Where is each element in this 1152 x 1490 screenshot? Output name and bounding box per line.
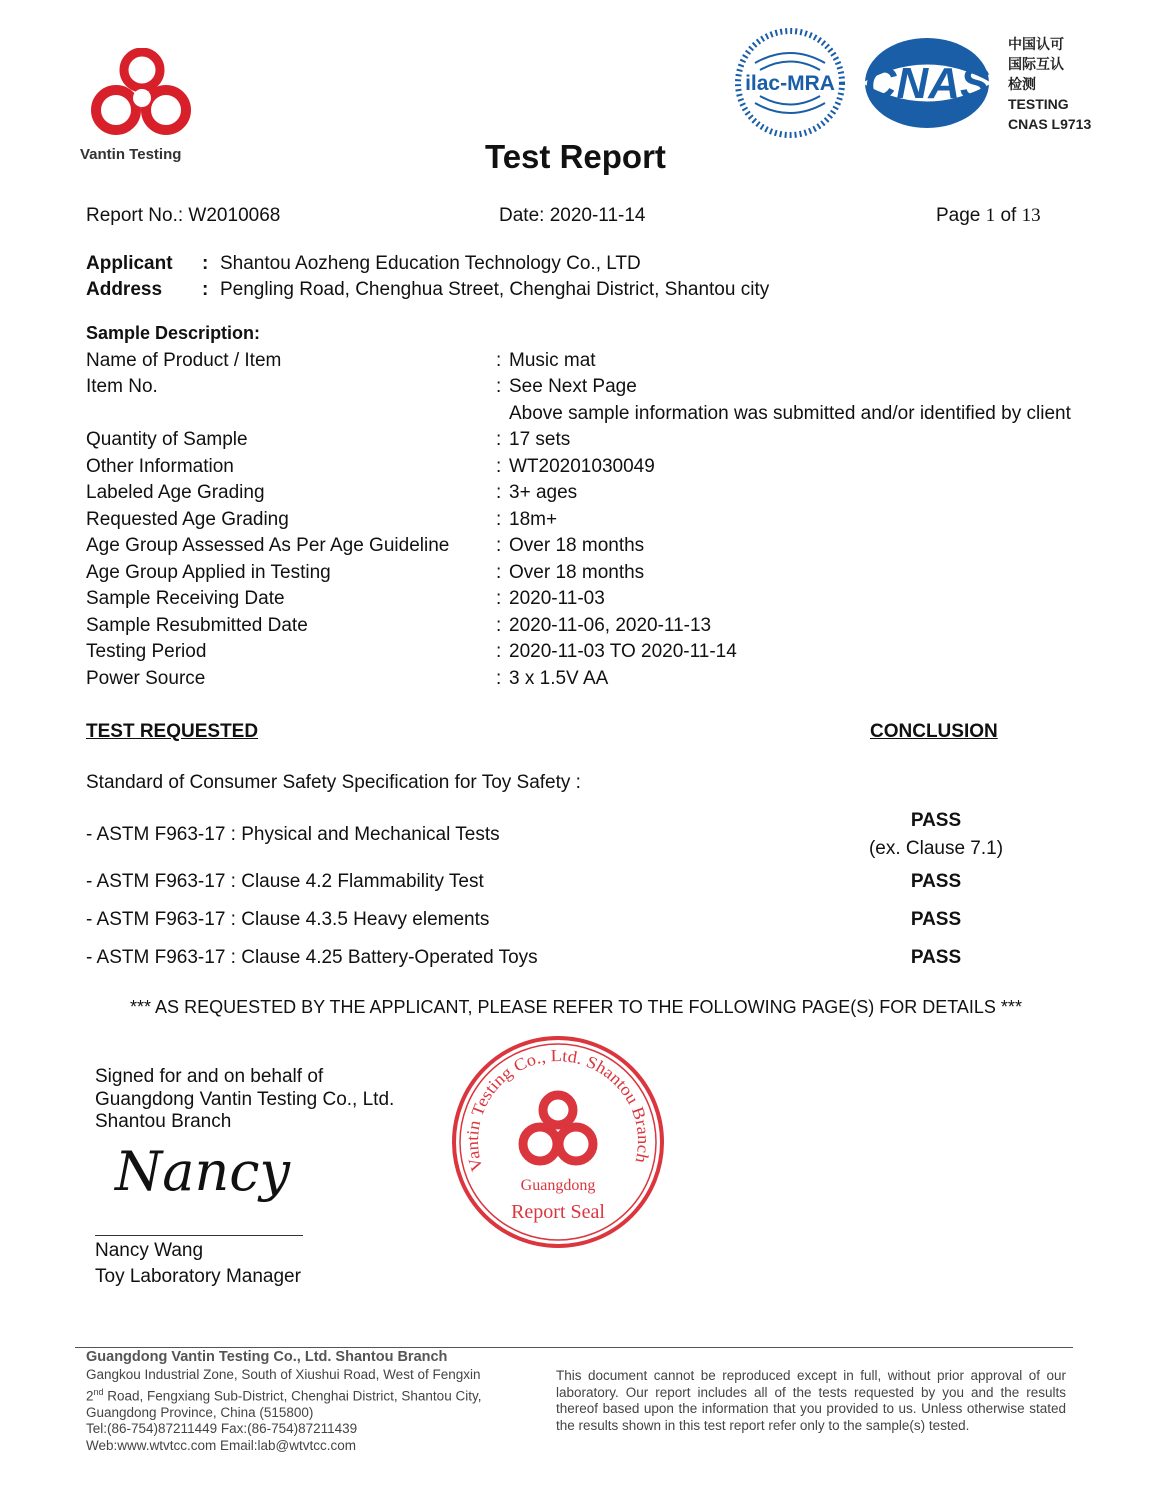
report-number: Report No.: W2010068 (86, 205, 281, 226)
test-item: - ASTM F963-17 : Clause 4.25 Battery-Operated Toys (86, 947, 538, 968)
cnas-line: 检测 (1008, 76, 1036, 92)
footer-contact-line: Tel:(86-754)87211449 Fax:(86-754)87211439 (86, 1421, 358, 1436)
sample-row-label: Sample Resubmitted Date (86, 615, 308, 636)
colon: : (496, 376, 502, 397)
sample-row-value: Music mat (509, 350, 596, 371)
ilac-mra-logo (735, 28, 845, 143)
sample-row-label: Age Group Assessed As Per Age Guideline (86, 535, 450, 556)
sample-row-value: 2020-11-03 (509, 588, 605, 609)
footer-address-line: Gangkou Industrial Zone, South of Xiushui Road, West of Fengxin (86, 1367, 481, 1382)
ilac-logo-icon (735, 28, 845, 138)
applicant-value: Shantou Aozheng Education Technology Co., LTD (220, 253, 641, 274)
logo-text: Vantin Testing (80, 146, 182, 163)
test-item: - ASTM F963-17 : Physical and Mechanical Tests (86, 824, 500, 845)
sample-row-value: See Next Page (509, 376, 637, 397)
colon: : (496, 641, 502, 662)
seal-top-text: Vantin Testing Co., Ltd. Shantou Branch (462, 1046, 654, 1174)
test-item: - ASTM F963-17 : Clause 4.2 Flammability Test (86, 871, 484, 892)
sample-row-label: Labeled Age Grading (86, 482, 265, 503)
footer-address-line: Guangdong Province, China (515800) (86, 1404, 314, 1420)
seal-left-text: Guangdong (520, 1177, 596, 1194)
colon: : (496, 350, 502, 371)
sample-row-label: Requested Age Grading (86, 509, 289, 530)
signature-line (95, 1235, 303, 1236)
footer-address (86, 1367, 481, 1454)
cnas-logo-icon (862, 36, 992, 131)
footer-company: Guangdong Vantin Testing Co., Ltd. Shantou Branch (86, 1349, 448, 1365)
seal-icon (450, 1034, 666, 1250)
test-result: PASS (910, 909, 962, 930)
page-title: Test Report (485, 138, 666, 175)
test-result: PASS (910, 947, 962, 968)
cnas-line: TESTING (1008, 96, 1069, 112)
cnas-line: 中国认可 (1008, 36, 1064, 52)
vantin-logo (80, 48, 205, 163)
colon: : (496, 588, 502, 609)
sample-row-value: 17 sets (509, 429, 571, 450)
sample-description-heading: Sample Description: (86, 323, 261, 343)
colon: : (496, 509, 502, 530)
colon: : (496, 429, 502, 450)
colon: : (496, 456, 502, 477)
address-label: Address (86, 279, 163, 300)
page-label: Page (936, 205, 981, 226)
seal-bottom-text: Report Seal (511, 1201, 605, 1223)
vantin-logo-icon (80, 48, 205, 148)
sample-row-value: Over 18 months (509, 562, 645, 583)
sample-row-value: Above sample information was submitted and/or identified by client (509, 403, 1071, 424)
sample-row-label: Other Information (86, 456, 234, 477)
conclusion-heading: CONCLUSION (870, 721, 998, 742)
colon: : (496, 615, 502, 636)
page-number (936, 205, 1041, 227)
test-item: - ASTM F963-17 : Clause 4.3.5 Heavy elements (86, 909, 490, 930)
sample-row-value: 3 x 1.5V AA (509, 668, 609, 689)
page-total: 13 (1021, 205, 1041, 226)
colon: : (496, 535, 502, 556)
cnas-line: CNAS L9713 (1008, 116, 1092, 132)
sample-row-label: Sample Receiving Date (86, 588, 285, 609)
sample-row-value: 3+ ages (509, 482, 578, 503)
report-date: Date: 2020-11-14 (499, 205, 646, 226)
colon: : (496, 668, 502, 689)
sample-row-label: Testing Period (86, 641, 207, 662)
colon: : (202, 253, 209, 274)
signed-line: Guangdong Vantin Testing Co., Ltd. (95, 1088, 395, 1110)
page-of: of (1000, 205, 1017, 226)
colon: : (496, 562, 502, 583)
test-result: PASS (910, 871, 962, 892)
report-seal (450, 1034, 666, 1255)
sample-row-value: 18m+ (509, 509, 558, 530)
footer-address-line: 2nd Road, Fengxiang Sub-District, Chenghai District, Shantou City, (86, 1386, 482, 1403)
sample-row-label: Name of Product / Item (86, 350, 282, 371)
standard-text: Standard of Consumer Safety Specification for Toy Safety : (86, 772, 581, 793)
sample-row-value: 2020-11-03 TO 2020-11-14 (509, 641, 737, 662)
sample-row-label: Power Source (86, 668, 206, 689)
applicant-label: Applicant (86, 253, 173, 274)
signer-role: Toy Laboratory Manager (95, 1266, 301, 1287)
signed-line: Shantou Branch (95, 1111, 232, 1132)
colon: : (202, 279, 209, 300)
footer-web-line: Web:www.wtvtcc.com Email:lab@wtvtcc.com (86, 1437, 357, 1453)
handwritten-signature: Nancy (115, 1140, 290, 1203)
colon: : (496, 482, 502, 503)
signed-for-block (95, 1066, 394, 1134)
test-result-note: (ex. Clause 7.1) (868, 838, 1004, 859)
address-value: Pengling Road, Chenghua Street, Chenghai District, Shantou city (220, 279, 770, 300)
page-current: 1 (985, 205, 996, 226)
sample-row-label: Quantity of Sample (86, 429, 248, 450)
sample-row-label: Age Group Applied in Testing (86, 562, 331, 583)
cnas-text: CNAS (864, 59, 990, 108)
footer-disclaimer: This document cannot be reproduced except in full, without prior approval of our laboratory. Our report includes all of the tests requested by you and the results thereof based upon the information that you provided to us. Unless otherwise stated the results shown in this test report refer only to the sample(s) tested. (556, 1368, 1066, 1433)
footer-divider (75, 1347, 1073, 1348)
cnas-line: 国际互认 (1008, 56, 1064, 72)
signed-line: Signed for and on behalf of (95, 1066, 324, 1087)
sample-row-value: WT20201030049 (509, 456, 655, 477)
sample-row-value: 2020-11-06, 2020-11-13 (509, 615, 712, 636)
ilac-logo-text: ilac-MRA (745, 72, 835, 95)
cnas-logo (862, 36, 992, 136)
signer-name: Nancy Wang (95, 1240, 204, 1261)
cnas-accreditation-text (1008, 34, 1091, 134)
sample-row-label: Item No. (86, 376, 158, 397)
sample-row-value: Over 18 months (509, 535, 645, 556)
test-requested-heading: TEST REQUESTED (86, 721, 259, 742)
refer-note: *** AS REQUESTED BY THE APPLICANT, PLEASE REFER TO THE FOLLOWING PAGE(S) FOR DETAILS *** (130, 997, 1022, 1017)
test-result: PASS (910, 810, 962, 831)
